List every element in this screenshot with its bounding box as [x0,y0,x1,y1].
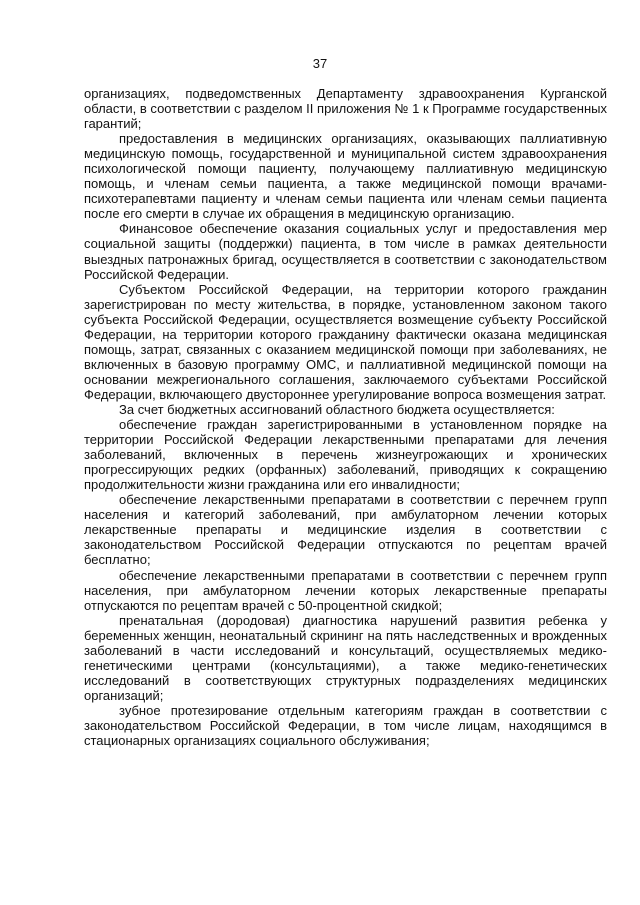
paragraph: предоставления в медицинских организациях, оказывающих паллиативную медицинскую помощь, государственной и муниципальной систем здравоохранения психологической помощи пациенту, получающему паллиативную медицинскую помощь, и членам семьи пациента, а также медицинской помощи врачами-психотерапевтами пациенту и членам семьи пациента или членам семьи пациента после его смерти в случае их обращения в медицинскую организацию. [84,131,607,222]
paragraph: Финансовое обеспечение оказания социальных услуг и предоставления мер социальной защиты (поддержки) пациента, в том числе в рамках деятельности выездных патронажных бригад, осуществляется в соответствии с законодательством Российской Федерации. [84,221,607,282]
paragraph: За счет бюджетных ассигнований областного бюджета осуществляется: [119,401,555,417]
paragraph: Субъектом Российской Федерации, на территории которого гражданин зарегистрирован по месту жительства, в порядке, установленном законом такого субъекта Российской Федерации, осуществляется возмещение субъекту Российской Федерации, на территории которого гражданину фактически оказана медицинская помощь, затрат, связанных с оказанием медицинской помощи при заболеваниях, не включенных в базовую программу ОМС, и паллиативной медицинской помощи на основании межрегионального соглашения, заключаемого субъектами Российской Федерации, включающего двустороннее урегулирование вопроса возмещения затрат. [84,281,607,402]
page-number: 37 [312,56,328,71]
paragraph: пренатальная (дородовая) диагностика нарушений развития ребенка у беременных женщин, неонатальный скрининг на пять наследственных и врожденных заболеваний в части исследований и консультаций, осуществляемых медико-генетическими центрами (консультациями), а также медико-генетических исследований в соответствующих структурных подразделениях медицинских организаций; [84,612,607,703]
paragraph: обеспечение лекарственными препаратами в соответствии с перечнем групп населения, при амбулаторном лечении которых лекарственные препараты отпускаются по рецептам врачей с 50-процентной скидкой; [84,567,607,613]
paragraph: обеспечение лекарственными препаратами в соответствии с перечнем групп населения и категорий заболеваний, при амбулаторном лечении которых лекарственные препараты и медицинские изделия в соответствии с законодательством Российской Федерации отпускаются по рецептам врачей бесплатно; [84,492,607,568]
document-body [84,86,607,748]
paragraph: организациях, подведомственных Департаменту здравоохранения Курганской области, в соответствии с разделом II приложения № 1 к Программе государственных гарантий; [84,86,607,132]
paragraph: зубное протезирование отдельным категориям граждан в соответствии с законодательством Российской Федерации, в том числе лицам, находящимся в стационарных организациях социального обслуживания; [84,702,607,749]
paragraph: обеспечение граждан зарегистрированными в установленном порядке на территории Российской Федерации лекарственными препаратами для лечения заболеваний, включенных в перечень жизнеугрожающих и хронических прогрессирующих редких (орфанных) заболеваний, приводящих к сокращению продолжительности жизни гражданина или его инвалидности; [84,417,607,493]
